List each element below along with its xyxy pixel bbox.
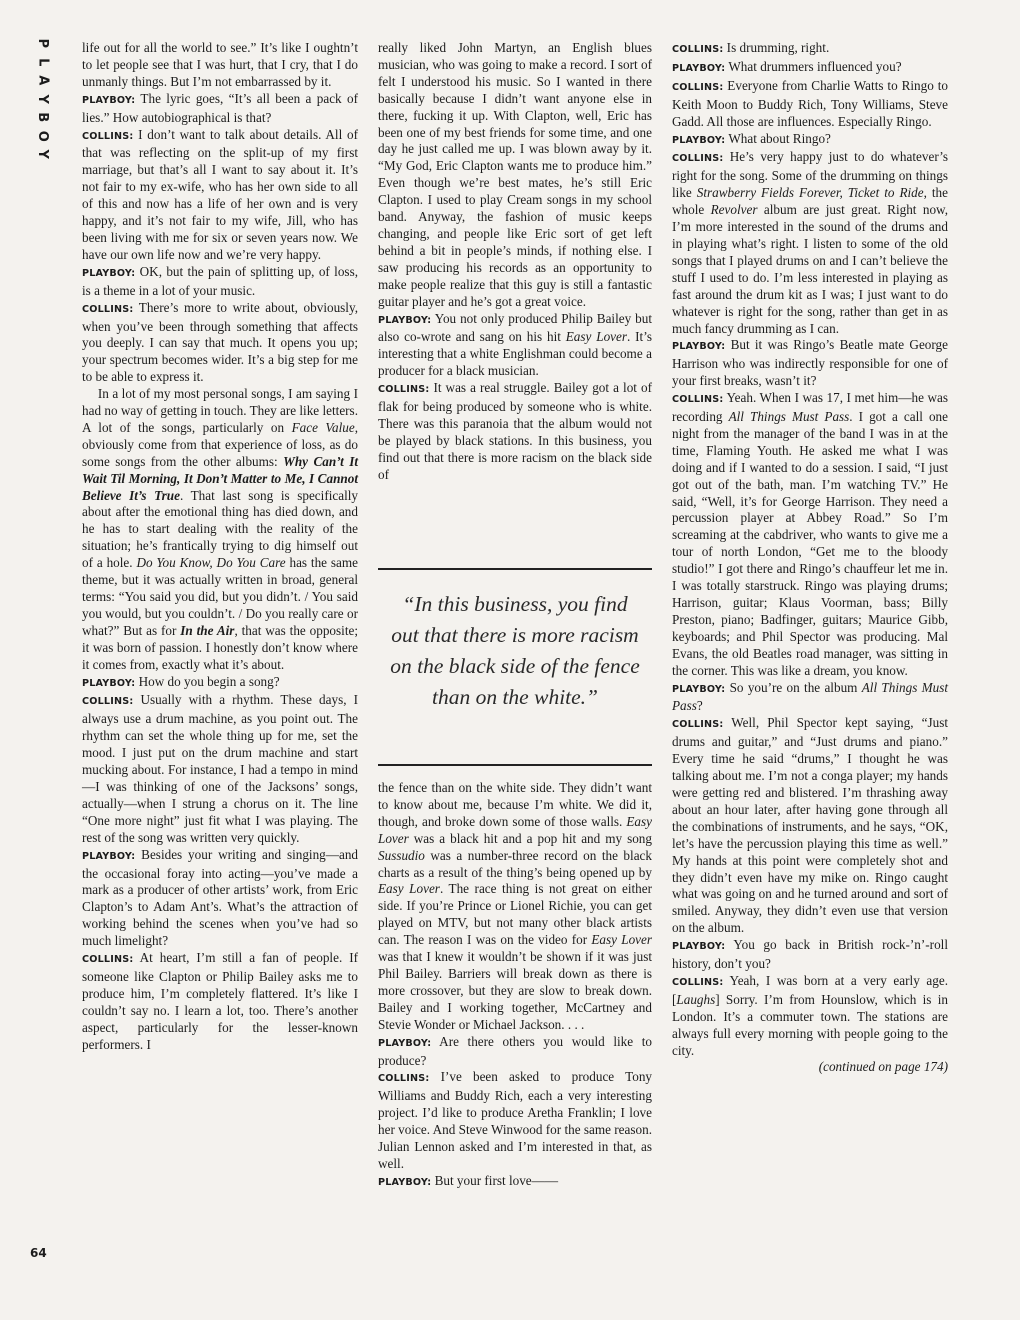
speaker-label: COLLINS:	[672, 394, 724, 406]
speaker-label: PLAYBOY:	[378, 1037, 432, 1049]
speaker-label: PLAYBOY:	[378, 1176, 432, 1188]
masthead-letter: Y	[35, 94, 51, 104]
paragraph: COLLINS: It was a real struggle. Bailey got a lot of flak for being produced by someone who is white. There was this paranoia that the album would not be played by black stations. In this business, you find out that there is more racism on the black side of	[378, 380, 652, 482]
paragraph: PLAYBOY: How do you begin a song?	[82, 673, 280, 689]
speaker-label: PLAYBOY:	[672, 683, 726, 695]
continued-note: (continued on page 174)	[818, 1059, 948, 1075]
speaker-label: PLAYBOY:	[378, 314, 432, 326]
paragraph: COLLINS: There’s more to write about, obviously, when you’ve been through something that affects you deeply. I can say that much. It opens you up; your spectrum becomes wider. It’s a big step for me to be able to express it.	[82, 299, 358, 385]
paragraph: PLAYBOY: OK, but the pain of splitting up, of loss, is a theme in a lot of your music.	[82, 263, 358, 298]
masthead-letter: O	[35, 130, 51, 142]
speaker-label: COLLINS:	[672, 81, 724, 93]
masthead-letter: P	[35, 38, 51, 49]
speaker-label: PLAYBOY:	[82, 267, 136, 279]
speaker-label: PLAYBOY:	[82, 850, 136, 862]
speaker-label: COLLINS:	[82, 130, 134, 142]
paragraph: PLAYBOY: So you’re on the album All Things Must Pass?	[672, 679, 949, 714]
paragraph: PLAYBOY: But it was Ringo’s Beatle mate George Harrison who was indirectly responsible for one of your first breaks, wasn’t it?	[672, 337, 949, 389]
paragraph: the fence than on the white side. They didn’t want to know about me, because I’m white. We did it, though, and broke down some of those walls. Easy Lover was a black hit and a pop hit and my song Sussudio was a number-three record on the black charts as a result of the thing’s being opened up by Easy Lover. The race thing is not great on either side. If you’re Prince or Lionel Richie, you can get played on MTV, but not many other black artists can. The reason I was on the video for Easy Lover was that I knew it wouldn’t be shown if it was just Phil Bailey. Barriers will break down as there is more crossover, but they are slow to break down. Bailey and I working together, McCartney and Stevie Wonder or Michael Jackson. . . .	[378, 780, 653, 1032]
pull-quote-text: “In this business, you find out that there is more racism on the black side of the fence than on the white.”	[390, 592, 640, 709]
paragraph: PLAYBOY: You go back in British rock-’n’-roll history, don’t you?	[672, 937, 948, 972]
page-number: 64	[30, 1246, 47, 1260]
paragraph: PLAYBOY: Besides your writing and singing—and the occasional foray into acting—you’ve made a mark as a producer of other artists’ work, from Eric Clapton’s to Adam Ant’s. What’s the attraction of working behind the scenes when you’ve had so much limelight?	[82, 846, 359, 949]
speaker-label: COLLINS:	[82, 696, 134, 708]
column-2	[378, 40, 652, 484]
paragraph: COLLINS: Yeah. When I was 17, I met him—he was recording All Things Must Pass. I got a call one night from the manager of the band I was in at the time, Flaming Youth. He asked me what I was doing and if I wanted to do a session. I said, “I just got out of the bath, man. I’m watching TV.” He said, “Well, it’s for George Harrison. They need a percussion player at Abbey Road.” So I’m screaming at the cabdriver, who wants to give me a tour of north London, “Get me to the bloody studio!” I got there and Ringo’s chauffeur let me in. I was totally starstruck. Ringo was playing drums; Harrison, guitar; Klaus Voorman, bass; Billy Preston, piano; Badfinger, guitars; Maurice Gibb, keyboards; and Phil Spector was producing. Mal Evans, the old Beatles road manager, was sitting in the corner. This was like a dream, you know.	[672, 390, 949, 678]
column-1	[82, 40, 358, 1053]
paragraph: life out for all the world to see.” It’s like I oughtn’t to let people see that I was hurt, that I cry, that I do unmanly things. But I’m not embarrassed by it.	[82, 40, 358, 89]
speaker-label: COLLINS:	[82, 954, 134, 966]
paragraph: COLLINS: Yeah, I was born at a very early age. [Laughs] Sorry. I’m from Hounslow, which is in London. It’s a commuter town. The stations are always full every morning with people going to the city.	[672, 972, 948, 1058]
paragraph: COLLINS: I don’t want to talk about details. All of that was reflecting on the split-up of my first marriage, but that’s all I want to say about it. It’s not fair to my ex-wife, who has her own side to all of this and now has a life of her own and is very happy, and it’s not fair to my wife, Jill, who has been living with me for six or seven years now. We have our own life now and we’re very happy.	[82, 126, 358, 262]
paragraph: COLLINS: I’ve been asked to produce Tony Williams and Buddy Rich, each a very interesting project. I’d like to produce Aretha Franklin; I love her voice. And Steve Winwood for the same reason. Julian Lennon asked and I’m interested in that, as well.	[378, 1069, 653, 1171]
speaker-label: PLAYBOY:	[672, 341, 726, 353]
speaker-label: COLLINS:	[672, 153, 724, 165]
masthead-letter: L	[35, 57, 51, 66]
paragraph: COLLINS: Is drumming, right.	[672, 40, 830, 55]
paragraph: PLAYBOY: What about Ringo?	[672, 130, 831, 146]
speaker-label: COLLINS:	[378, 384, 430, 396]
masthead-playboy	[30, 34, 54, 164]
speaker-label: PLAYBOY:	[672, 62, 726, 74]
pull-quote	[378, 568, 652, 766]
paragraph: PLAYBOY: What drummers influenced you?	[672, 58, 902, 74]
paragraph: COLLINS: Usually with a rhythm. These days, I always use a drum machine, as you point out. The rhythm can set the whole thing up for me, set the mood. I just put on the drum machine and start mucking about. For instance, I had a tempo in mind—I was thinking of one of the Jacksons’ songs, actually—when I strung a chorus on it. The line “One more night” just fit what I was playing. The rest of the song was written very quickly.	[82, 692, 359, 845]
paragraph: COLLINS: Everyone from Charlie Watts to Ringo to Keith Moon to Buddy Rich, Tony Williams, Steve Gadd. All those are influences. Especially Ringo.	[672, 77, 949, 129]
paragraph: PLAYBOY: You not only produced Philip Bailey but also co-wrote and sang on his hit Easy Lover. It’s interesting that a white Englishman could become a producer for a black musician.	[378, 310, 652, 379]
speaker-label: COLLINS:	[672, 976, 724, 988]
speaker-label: PLAYBOY:	[82, 94, 136, 106]
column-3	[672, 40, 948, 1076]
paragraph: COLLINS: Well, Phil Spector kept saying, “Just drums and guitar,” and “Just drums and piano.” Every time he said “drums,” I thought he was talking about me. I’m not a conga player; my hands were getting red and blistered. I’m thrashing away about an hour later, after having gone through all the combinations of instruments, and he says, “OK, let’s have the percussion playing this time as well.” My hands at this point were completely shot and they didn’t even have my mike on. Ringo caught what was going on and he turned around and sort of smiled. Anyway, they didn’t even use that version on the album.	[672, 715, 948, 936]
paragraph: PLAYBOY: But your first love——	[378, 1172, 559, 1188]
masthead-letter: B	[35, 112, 51, 123]
masthead-letter: A	[35, 75, 51, 86]
paragraph: PLAYBOY: The lyric goes, “It’s all been a pack of lies.” How autobiographical is that?	[82, 90, 359, 125]
paragraph: COLLINS: He’s very happy just to do whatever’s right for the song. Some of the drumming on things like Strawberry Fields Forever, Ticket to Ride, the whole Revolver album are just great. Right now, I’m more interested in the sound of the drums and in playing what’s right. I listen to some of the old songs that I played drums on and I can’t believe the stuff I used to do. I’m less interested in playing as fast around the drum kit as I was; I just want to do whatever is right for the song, rather than get in as much fancy drumming as I can.	[672, 149, 949, 336]
speaker-label: COLLINS:	[672, 719, 724, 731]
paragraph: In a lot of my most personal songs, I am saying I had no way of getting in touch. They are like letters. A lot of the songs, particularly on Face Value, obviously come from that experience of loss, as do some songs from the other albums: Why Can’t It Wait Til Morning, It Don’t Matter to Me, I Cannot Believe It’s True. That last song is specifically about after the emotional thing has died down, and he has to start dealing with the reality of the situation; he’s frantically trying to dig himself out of a hole. Do You Know, Do You Care has the same theme, but it was actually written in broad, general terms: “You said you did, but you didn’t. / You said you would, but you couldn’t. / Do you really care or what?” But as for In the Air, that was the opposite; it was born of passion. I honestly don’t know where it comes from, exactly what it’s about.	[82, 386, 359, 672]
speaker-label: PLAYBOY:	[672, 134, 726, 146]
paragraph: really liked John Martyn, an English blues musician, who was going to make a record. I sort of felt I understood his music. So I wanted in there basically because I didn’t want anyone else in there, fucking it up. With Clapton, well, Eric has been one of my best friends for some time, and one day he just called me up. I was blown away by it. “My God, Eric Clapton wants me to produce him.” Even though we’re best mates, he’s still Eric Clapton. I used to play Cream songs in my school band. Anyway, the fashion of music keeps changing, and people like Eric sort of get left behind a bit in people’s minds, if nothing else. I saw producing his records as an opportunity to make people realize that this guy is still a fantastic guitar player and he’s got a great voice.	[378, 40, 652, 309]
column-2-continued	[378, 780, 652, 1192]
paragraph: COLLINS: At heart, I’m still a fan of people. If someone like Clapton or Philip Bailey asks me to produce him, I’m completely flattered. It’s like I couldn’t say no. I learn a lot, too. There’s another aspect, particularly for the lesser-known performers. I	[82, 950, 358, 1052]
speaker-label: COLLINS:	[82, 303, 134, 315]
speaker-label: COLLINS:	[672, 44, 724, 55]
masthead-letter: Y	[35, 149, 51, 159]
speaker-label: PLAYBOY:	[82, 677, 136, 689]
paragraph: PLAYBOY: Are there others you would like to produce?	[378, 1033, 652, 1068]
speaker-label: COLLINS:	[378, 1073, 430, 1085]
speaker-label: PLAYBOY:	[672, 941, 726, 953]
